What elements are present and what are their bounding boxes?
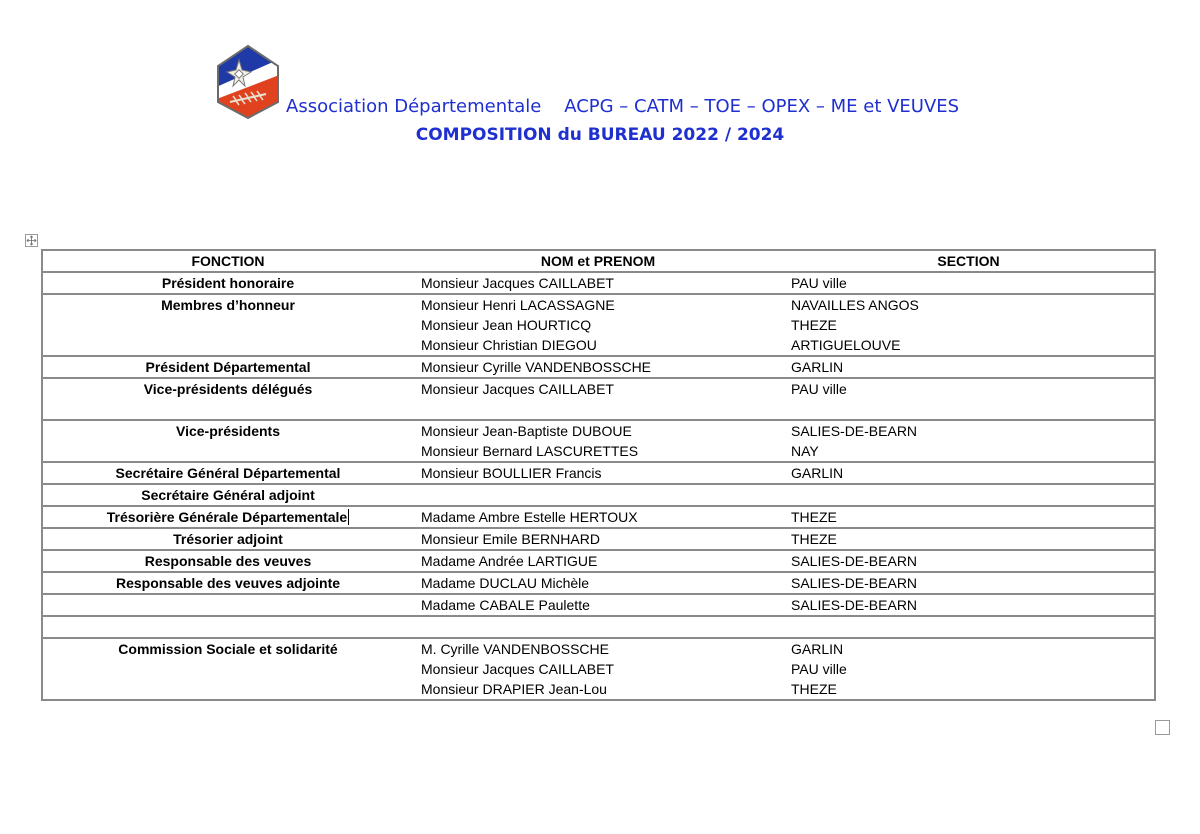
nom-cell xyxy=(413,484,783,506)
section-line: ARTIGUELOUVE xyxy=(791,337,901,353)
nom-line: M. Cyrille VANDENBOSSCHE xyxy=(421,641,609,657)
section-cell xyxy=(783,638,1155,700)
bureau-composition-table xyxy=(41,249,1156,701)
fonction-cell: Responsable des veuves xyxy=(42,550,413,572)
section-cell xyxy=(783,550,1155,572)
section-line: PAU ville xyxy=(791,381,847,397)
section-line xyxy=(791,485,1154,505)
fonction-cell: Secrétaire Général adjoint xyxy=(42,484,413,506)
section-line: THEZE xyxy=(791,681,837,697)
nom-line: Madame Ambre Estelle HERTOUX xyxy=(421,509,638,525)
nom-cell xyxy=(413,550,783,572)
fonction-cell: Président honoraire xyxy=(42,272,413,294)
table-row xyxy=(42,356,1155,378)
section-cell xyxy=(783,506,1155,528)
document-subtitle: COMPOSITION du BUREAU 2022 / 2024 xyxy=(415,125,785,145)
nom-line: Monsieur Jean-Baptiste DUBOUE xyxy=(421,423,632,439)
nom-line: Madame CABALE Paulette xyxy=(421,597,590,613)
nom-cell xyxy=(413,462,783,484)
table-row xyxy=(42,272,1155,294)
nom-line: Monsieur Cyrille VANDENBOSSCHE xyxy=(421,359,652,375)
table-row xyxy=(42,378,1155,420)
table-row xyxy=(42,638,1155,700)
fonction-cell: Président Départemental xyxy=(42,356,413,378)
nom-line: Monsieur Henri LACASSAGNE xyxy=(421,297,615,313)
header-nom-prenom: NOM et PRENOM xyxy=(413,250,783,272)
fonction-cell: Commission Sociale et solidarité xyxy=(42,638,413,700)
section-cell xyxy=(783,594,1155,616)
fonction-cell xyxy=(42,506,413,528)
text-cursor xyxy=(348,509,349,525)
table-row xyxy=(42,572,1155,594)
empty-cell xyxy=(783,616,1155,638)
section-line: SALIES-DE-BEARN xyxy=(791,423,918,439)
section-cell xyxy=(783,528,1155,550)
nom-line: Monsieur Jacques CAILLABET xyxy=(421,275,614,291)
table-row xyxy=(42,528,1155,550)
section-line: GARLIN xyxy=(791,359,844,375)
document-title: Association Départementale ACPG – CATM – TOE – OPEX – ME et VEUVES xyxy=(286,96,960,117)
header-fonction: FONCTION xyxy=(42,250,413,272)
nom-cell xyxy=(413,594,783,616)
empty-cell xyxy=(413,616,783,638)
nom-line: Monsieur Emile BERNHARD xyxy=(421,531,600,547)
fonction-cell: Trésorier adjoint xyxy=(42,528,413,550)
table-row xyxy=(42,484,1155,506)
fonction-text: Trésorière Générale Départementale xyxy=(106,509,348,525)
section-line: THEZE xyxy=(791,317,837,333)
nom-line: Madame Andrée LARTIGUE xyxy=(421,553,598,569)
nom-cell xyxy=(413,638,783,700)
nom-line: Monsieur Bernard LASCURETTES xyxy=(421,443,639,459)
section-cell xyxy=(783,378,1155,420)
table-row xyxy=(42,594,1155,616)
table-move-handle-icon[interactable] xyxy=(25,234,38,247)
section-line: SALIES-DE-BEARN xyxy=(791,575,918,591)
section-line: SALIES-DE-BEARN xyxy=(791,553,918,569)
nom-line: Monsieur DRAPIER Jean-Lou xyxy=(421,681,607,697)
section-cell xyxy=(783,572,1155,594)
header-section: SECTION xyxy=(783,250,1155,272)
table-row xyxy=(42,420,1155,462)
section-line: THEZE xyxy=(791,509,837,525)
fonction-cell: Responsable des veuves adjointe xyxy=(42,572,413,594)
nom-line: Monsieur Jacques CAILLABET xyxy=(421,381,614,397)
section-line: GARLIN xyxy=(791,641,844,657)
section-cell xyxy=(783,294,1155,356)
fonction-cell: Vice-présidents délégués xyxy=(42,378,413,420)
nom-cell xyxy=(413,572,783,594)
fonction-cell xyxy=(42,594,413,616)
section-line: SALIES-DE-BEARN xyxy=(791,597,918,613)
association-emblem-icon xyxy=(214,44,282,120)
fonction-cell: Vice-présidents xyxy=(42,420,413,462)
nom-cell xyxy=(413,356,783,378)
table-row xyxy=(42,294,1155,356)
table-row xyxy=(42,506,1155,528)
table-resize-handle-icon[interactable] xyxy=(1155,720,1170,735)
table-row xyxy=(42,462,1155,484)
section-cell xyxy=(783,356,1155,378)
fonction-cell: Secrétaire Général Départemental xyxy=(42,462,413,484)
fonction-cell: Membres d’honneur xyxy=(42,294,413,356)
nom-line: Monsieur Jacques CAILLABET xyxy=(421,661,614,677)
nom-cell xyxy=(413,294,783,356)
empty-cell xyxy=(42,616,413,638)
table-row xyxy=(42,550,1155,572)
table-header-row xyxy=(42,250,1155,272)
nom-cell xyxy=(413,272,783,294)
section-line: GARLIN xyxy=(791,465,844,481)
section-cell xyxy=(783,420,1155,462)
nom-cell xyxy=(413,420,783,462)
nom-line: Monsieur BOULLIER Francis xyxy=(421,465,602,481)
section-line: PAU ville xyxy=(791,661,847,677)
section-cell xyxy=(783,462,1155,484)
section-line: THEZE xyxy=(791,531,837,547)
nom-line: Madame DUCLAU Michèle xyxy=(421,575,590,591)
section-cell xyxy=(783,272,1155,294)
nom-line: Monsieur Jean HOURTICQ xyxy=(421,317,592,333)
nom-cell xyxy=(413,506,783,528)
nom-cell xyxy=(413,528,783,550)
table-row-empty xyxy=(42,616,1155,638)
nom-line: Monsieur Christian DIEGOU xyxy=(421,337,597,353)
section-line: NAVAILLES ANGOS xyxy=(791,297,919,313)
section-line: PAU ville xyxy=(791,275,847,291)
nom-cell xyxy=(413,378,783,420)
section-cell xyxy=(783,484,1155,506)
nom-line xyxy=(421,485,783,505)
section-line: NAY xyxy=(791,443,819,459)
